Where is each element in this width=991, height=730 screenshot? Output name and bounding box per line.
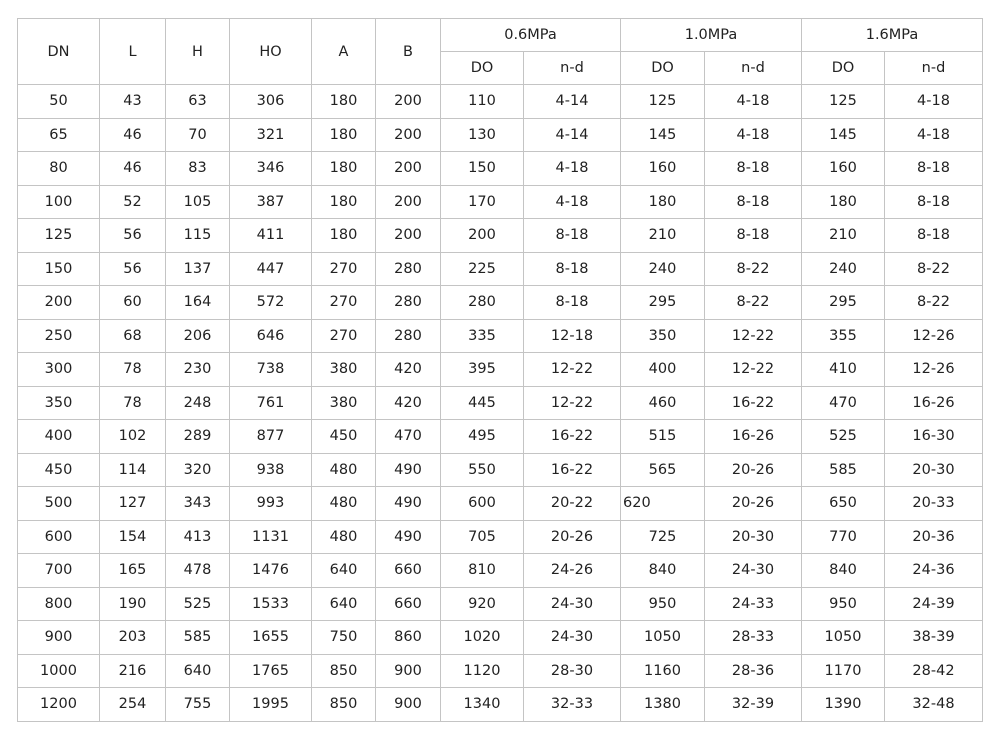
cell-h: 320 <box>166 453 230 487</box>
cell-nd-1-6mpa: 28-42 <box>885 654 983 688</box>
cell-nd-0-6mpa: 4-14 <box>524 85 621 119</box>
cell-do-1-0mpa: 840 <box>621 554 705 588</box>
cell-b: 900 <box>376 688 441 722</box>
cell-a: 270 <box>312 252 376 286</box>
group-header-1-0mpa: 1.0MPa <box>621 19 802 52</box>
table-header <box>18 19 983 85</box>
cell-h: 343 <box>166 487 230 521</box>
cell-do-1-0mpa: 145 <box>621 118 705 152</box>
cell-ho: 1655 <box>230 621 312 655</box>
cell-nd-0-6mpa: 12-22 <box>524 353 621 387</box>
cell-l: 52 <box>100 185 166 219</box>
cell-b: 490 <box>376 453 441 487</box>
cell-a: 380 <box>312 353 376 387</box>
cell-l: 46 <box>100 118 166 152</box>
cell-a: 180 <box>312 185 376 219</box>
cell-do-1-6mpa: 585 <box>802 453 885 487</box>
cell-do-0-6mpa: 1120 <box>441 654 524 688</box>
cell-dn: 800 <box>18 587 100 621</box>
cell-a: 180 <box>312 85 376 119</box>
cell-h: 206 <box>166 319 230 353</box>
cell-h: 230 <box>166 353 230 387</box>
cell-nd-1-0mpa: 8-18 <box>705 152 802 186</box>
cell-nd-1-6mpa: 8-18 <box>885 185 983 219</box>
group-header-0-6mpa: 0.6MPa <box>441 19 621 52</box>
cell-ho: 346 <box>230 152 312 186</box>
cell-l: 56 <box>100 219 166 253</box>
dimension-table <box>17 18 983 722</box>
cell-ho: 1995 <box>230 688 312 722</box>
col-header-a: A <box>312 19 376 85</box>
cell-do-0-6mpa: 495 <box>441 420 524 454</box>
group-header-1-6mpa: 1.6MPa <box>802 19 983 52</box>
table-row <box>18 487 983 521</box>
cell-b: 420 <box>376 353 441 387</box>
cell-a: 480 <box>312 487 376 521</box>
cell-do-1-0mpa: 400 <box>621 353 705 387</box>
table-row <box>18 420 983 454</box>
cell-l: 46 <box>100 152 166 186</box>
cell-nd-1-0mpa: 16-22 <box>705 386 802 420</box>
cell-a: 640 <box>312 587 376 621</box>
cell-h: 640 <box>166 654 230 688</box>
col-header-b: B <box>376 19 441 85</box>
cell-a: 750 <box>312 621 376 655</box>
cell-do-1-6mpa: 650 <box>802 487 885 521</box>
cell-l: 56 <box>100 252 166 286</box>
cell-ho: 1765 <box>230 654 312 688</box>
cell-ho: 447 <box>230 252 312 286</box>
cell-do-1-6mpa: 1170 <box>802 654 885 688</box>
cell-do-0-6mpa: 280 <box>441 286 524 320</box>
cell-a: 450 <box>312 420 376 454</box>
cell-do-1-0mpa: 565 <box>621 453 705 487</box>
cell-nd-1-0mpa: 20-26 <box>705 487 802 521</box>
cell-do-0-6mpa: 600 <box>441 487 524 521</box>
cell-do-1-6mpa: 295 <box>802 286 885 320</box>
cell-nd-1-0mpa: 4-18 <box>705 85 802 119</box>
cell-dn: 300 <box>18 353 100 387</box>
cell-h: 137 <box>166 252 230 286</box>
cell-nd-1-6mpa: 8-18 <box>885 219 983 253</box>
cell-do-1-6mpa: 770 <box>802 520 885 554</box>
cell-do-0-6mpa: 1020 <box>441 621 524 655</box>
cell-nd-1-6mpa: 16-26 <box>885 386 983 420</box>
cell-a: 850 <box>312 654 376 688</box>
cell-do-1-6mpa: 240 <box>802 252 885 286</box>
subheader-do-1-6mpa: DO <box>802 52 885 85</box>
table-row <box>18 118 983 152</box>
table-row <box>18 85 983 119</box>
cell-nd-1-0mpa: 20-30 <box>705 520 802 554</box>
cell-nd-1-0mpa: 8-18 <box>705 219 802 253</box>
cell-ho: 572 <box>230 286 312 320</box>
cell-do-1-6mpa: 355 <box>802 319 885 353</box>
cell-do-1-0mpa: 620 <box>621 487 705 521</box>
table-row <box>18 554 983 588</box>
cell-do-0-6mpa: 335 <box>441 319 524 353</box>
cell-do-0-6mpa: 705 <box>441 520 524 554</box>
cell-dn: 150 <box>18 252 100 286</box>
cell-nd-0-6mpa: 20-26 <box>524 520 621 554</box>
cell-nd-1-6mpa: 4-18 <box>885 85 983 119</box>
cell-dn: 65 <box>18 118 100 152</box>
cell-nd-0-6mpa: 24-26 <box>524 554 621 588</box>
table-row <box>18 152 983 186</box>
subheader-nd-1-6mpa: n-d <box>885 52 983 85</box>
table-row <box>18 688 983 722</box>
cell-do-0-6mpa: 1340 <box>441 688 524 722</box>
cell-do-0-6mpa: 200 <box>441 219 524 253</box>
cell-do-0-6mpa: 550 <box>441 453 524 487</box>
cell-l: 43 <box>100 85 166 119</box>
cell-nd-0-6mpa: 24-30 <box>524 587 621 621</box>
cell-l: 78 <box>100 386 166 420</box>
cell-l: 60 <box>100 286 166 320</box>
table-row <box>18 286 983 320</box>
cell-do-0-6mpa: 920 <box>441 587 524 621</box>
cell-b: 660 <box>376 587 441 621</box>
cell-nd-0-6mpa: 12-22 <box>524 386 621 420</box>
cell-nd-1-0mpa: 32-39 <box>705 688 802 722</box>
cell-ho: 738 <box>230 353 312 387</box>
cell-do-1-0mpa: 180 <box>621 185 705 219</box>
cell-nd-0-6mpa: 4-18 <box>524 152 621 186</box>
cell-nd-0-6mpa: 8-18 <box>524 219 621 253</box>
cell-ho: 761 <box>230 386 312 420</box>
cell-do-1-0mpa: 240 <box>621 252 705 286</box>
cell-ho: 321 <box>230 118 312 152</box>
cell-l: 203 <box>100 621 166 655</box>
cell-do-1-6mpa: 1050 <box>802 621 885 655</box>
cell-do-0-6mpa: 110 <box>441 85 524 119</box>
table-row <box>18 520 983 554</box>
cell-dn: 50 <box>18 85 100 119</box>
cell-nd-1-6mpa: 24-36 <box>885 554 983 588</box>
cell-b: 280 <box>376 286 441 320</box>
cell-do-1-0mpa: 725 <box>621 520 705 554</box>
cell-nd-1-0mpa: 4-18 <box>705 118 802 152</box>
cell-nd-0-6mpa: 4-14 <box>524 118 621 152</box>
cell-h: 478 <box>166 554 230 588</box>
cell-nd-1-0mpa: 8-18 <box>705 185 802 219</box>
col-header-h: H <box>166 19 230 85</box>
cell-h: 115 <box>166 219 230 253</box>
col-header-l: L <box>100 19 166 85</box>
cell-do-0-6mpa: 395 <box>441 353 524 387</box>
cell-b: 660 <box>376 554 441 588</box>
cell-nd-1-0mpa: 12-22 <box>705 319 802 353</box>
cell-nd-1-0mpa: 24-30 <box>705 554 802 588</box>
cell-do-1-6mpa: 145 <box>802 118 885 152</box>
cell-do-0-6mpa: 150 <box>441 152 524 186</box>
cell-a: 850 <box>312 688 376 722</box>
cell-b: 490 <box>376 520 441 554</box>
cell-h: 289 <box>166 420 230 454</box>
cell-do-1-6mpa: 160 <box>802 152 885 186</box>
cell-nd-1-6mpa: 8-22 <box>885 286 983 320</box>
cell-l: 102 <box>100 420 166 454</box>
cell-l: 114 <box>100 453 166 487</box>
cell-ho: 306 <box>230 85 312 119</box>
cell-dn: 450 <box>18 453 100 487</box>
cell-do-1-0mpa: 1380 <box>621 688 705 722</box>
cell-do-1-0mpa: 210 <box>621 219 705 253</box>
cell-do-1-6mpa: 950 <box>802 587 885 621</box>
cell-b: 420 <box>376 386 441 420</box>
cell-nd-1-0mpa: 8-22 <box>705 252 802 286</box>
cell-do-0-6mpa: 130 <box>441 118 524 152</box>
cell-l: 165 <box>100 554 166 588</box>
cell-nd-1-0mpa: 12-22 <box>705 353 802 387</box>
header-row-groups <box>18 19 983 52</box>
cell-nd-1-6mpa: 32-48 <box>885 688 983 722</box>
cell-h: 164 <box>166 286 230 320</box>
cell-ho: 411 <box>230 219 312 253</box>
cell-nd-1-0mpa: 20-26 <box>705 453 802 487</box>
cell-h: 525 <box>166 587 230 621</box>
cell-do-1-6mpa: 180 <box>802 185 885 219</box>
cell-nd-1-6mpa: 20-36 <box>885 520 983 554</box>
cell-l: 154 <box>100 520 166 554</box>
cell-do-1-6mpa: 125 <box>802 85 885 119</box>
cell-l: 216 <box>100 654 166 688</box>
cell-a: 640 <box>312 554 376 588</box>
cell-b: 200 <box>376 85 441 119</box>
cell-h: 585 <box>166 621 230 655</box>
cell-dn: 700 <box>18 554 100 588</box>
cell-l: 78 <box>100 353 166 387</box>
cell-ho: 646 <box>230 319 312 353</box>
cell-h: 413 <box>166 520 230 554</box>
cell-a: 180 <box>312 219 376 253</box>
cell-l: 68 <box>100 319 166 353</box>
cell-b: 200 <box>376 118 441 152</box>
cell-dn: 500 <box>18 487 100 521</box>
cell-do-1-0mpa: 160 <box>621 152 705 186</box>
cell-h: 755 <box>166 688 230 722</box>
cell-nd-0-6mpa: 20-22 <box>524 487 621 521</box>
cell-nd-1-0mpa: 28-36 <box>705 654 802 688</box>
cell-ho: 1131 <box>230 520 312 554</box>
subheader-nd-0-6mpa: n-d <box>524 52 621 85</box>
cell-do-1-0mpa: 950 <box>621 587 705 621</box>
cell-nd-1-6mpa: 16-30 <box>885 420 983 454</box>
cell-nd-1-6mpa: 38-39 <box>885 621 983 655</box>
subheader-do-0-6mpa: DO <box>441 52 524 85</box>
cell-l: 190 <box>100 587 166 621</box>
cell-nd-1-6mpa: 8-22 <box>885 252 983 286</box>
cell-a: 180 <box>312 118 376 152</box>
cell-nd-1-0mpa: 8-22 <box>705 286 802 320</box>
cell-do-0-6mpa: 810 <box>441 554 524 588</box>
cell-do-1-6mpa: 1390 <box>802 688 885 722</box>
cell-do-1-6mpa: 210 <box>802 219 885 253</box>
table-body <box>18 85 983 722</box>
cell-nd-1-6mpa: 20-30 <box>885 453 983 487</box>
cell-do-0-6mpa: 445 <box>441 386 524 420</box>
cell-b: 280 <box>376 319 441 353</box>
cell-do-1-6mpa: 840 <box>802 554 885 588</box>
table-row <box>18 185 983 219</box>
col-header-dn: DN <box>18 19 100 85</box>
cell-nd-0-6mpa: 16-22 <box>524 453 621 487</box>
table-row <box>18 386 983 420</box>
cell-b: 900 <box>376 654 441 688</box>
cell-l: 254 <box>100 688 166 722</box>
table-row <box>18 319 983 353</box>
cell-h: 63 <box>166 85 230 119</box>
cell-ho: 387 <box>230 185 312 219</box>
cell-nd-1-0mpa: 28-33 <box>705 621 802 655</box>
cell-b: 200 <box>376 185 441 219</box>
cell-ho: 1476 <box>230 554 312 588</box>
cell-nd-0-6mpa: 4-18 <box>524 185 621 219</box>
table-row <box>18 453 983 487</box>
cell-dn: 600 <box>18 520 100 554</box>
cell-nd-0-6mpa: 12-18 <box>524 319 621 353</box>
cell-nd-1-6mpa: 8-18 <box>885 152 983 186</box>
cell-b: 200 <box>376 152 441 186</box>
cell-dn: 250 <box>18 319 100 353</box>
cell-ho: 877 <box>230 420 312 454</box>
table-row <box>18 219 983 253</box>
cell-ho: 993 <box>230 487 312 521</box>
cell-do-1-0mpa: 1160 <box>621 654 705 688</box>
cell-dn: 100 <box>18 185 100 219</box>
cell-nd-0-6mpa: 8-18 <box>524 252 621 286</box>
cell-dn: 200 <box>18 286 100 320</box>
table-row <box>18 621 983 655</box>
cell-do-1-6mpa: 470 <box>802 386 885 420</box>
cell-nd-1-0mpa: 16-26 <box>705 420 802 454</box>
cell-dn: 125 <box>18 219 100 253</box>
cell-dn: 900 <box>18 621 100 655</box>
cell-dn: 350 <box>18 386 100 420</box>
cell-a: 270 <box>312 286 376 320</box>
cell-do-0-6mpa: 170 <box>441 185 524 219</box>
table-row <box>18 353 983 387</box>
table-row <box>18 654 983 688</box>
cell-do-1-6mpa: 525 <box>802 420 885 454</box>
cell-a: 480 <box>312 520 376 554</box>
cell-a: 480 <box>312 453 376 487</box>
cell-a: 380 <box>312 386 376 420</box>
cell-ho: 938 <box>230 453 312 487</box>
cell-dn: 1200 <box>18 688 100 722</box>
cell-nd-1-6mpa: 12-26 <box>885 353 983 387</box>
cell-h: 83 <box>166 152 230 186</box>
table-row <box>18 587 983 621</box>
subheader-nd-1-0mpa: n-d <box>705 52 802 85</box>
cell-h: 105 <box>166 185 230 219</box>
cell-do-0-6mpa: 225 <box>441 252 524 286</box>
cell-dn: 400 <box>18 420 100 454</box>
cell-b: 470 <box>376 420 441 454</box>
cell-nd-1-6mpa: 24-39 <box>885 587 983 621</box>
cell-a: 270 <box>312 319 376 353</box>
table-row <box>18 252 983 286</box>
cell-h: 70 <box>166 118 230 152</box>
cell-do-1-0mpa: 1050 <box>621 621 705 655</box>
cell-b: 490 <box>376 487 441 521</box>
cell-nd-0-6mpa: 28-30 <box>524 654 621 688</box>
cell-dn: 80 <box>18 152 100 186</box>
cell-nd-0-6mpa: 8-18 <box>524 286 621 320</box>
cell-h: 248 <box>166 386 230 420</box>
cell-do-1-0mpa: 515 <box>621 420 705 454</box>
cell-l: 127 <box>100 487 166 521</box>
cell-do-1-0mpa: 125 <box>621 85 705 119</box>
cell-b: 200 <box>376 219 441 253</box>
subheader-do-1-0mpa: DO <box>621 52 705 85</box>
cell-a: 180 <box>312 152 376 186</box>
cell-nd-1-0mpa: 24-33 <box>705 587 802 621</box>
cell-do-1-0mpa: 295 <box>621 286 705 320</box>
cell-nd-0-6mpa: 32-33 <box>524 688 621 722</box>
cell-nd-0-6mpa: 16-22 <box>524 420 621 454</box>
cell-b: 280 <box>376 252 441 286</box>
cell-do-1-0mpa: 350 <box>621 319 705 353</box>
cell-nd-1-6mpa: 4-18 <box>885 118 983 152</box>
cell-nd-0-6mpa: 24-30 <box>524 621 621 655</box>
cell-nd-1-6mpa: 12-26 <box>885 319 983 353</box>
cell-b: 860 <box>376 621 441 655</box>
cell-do-1-6mpa: 410 <box>802 353 885 387</box>
cell-ho: 1533 <box>230 587 312 621</box>
cell-nd-1-6mpa: 20-33 <box>885 487 983 521</box>
cell-do-1-0mpa: 460 <box>621 386 705 420</box>
col-header-ho: HO <box>230 19 312 85</box>
cell-dn: 1000 <box>18 654 100 688</box>
